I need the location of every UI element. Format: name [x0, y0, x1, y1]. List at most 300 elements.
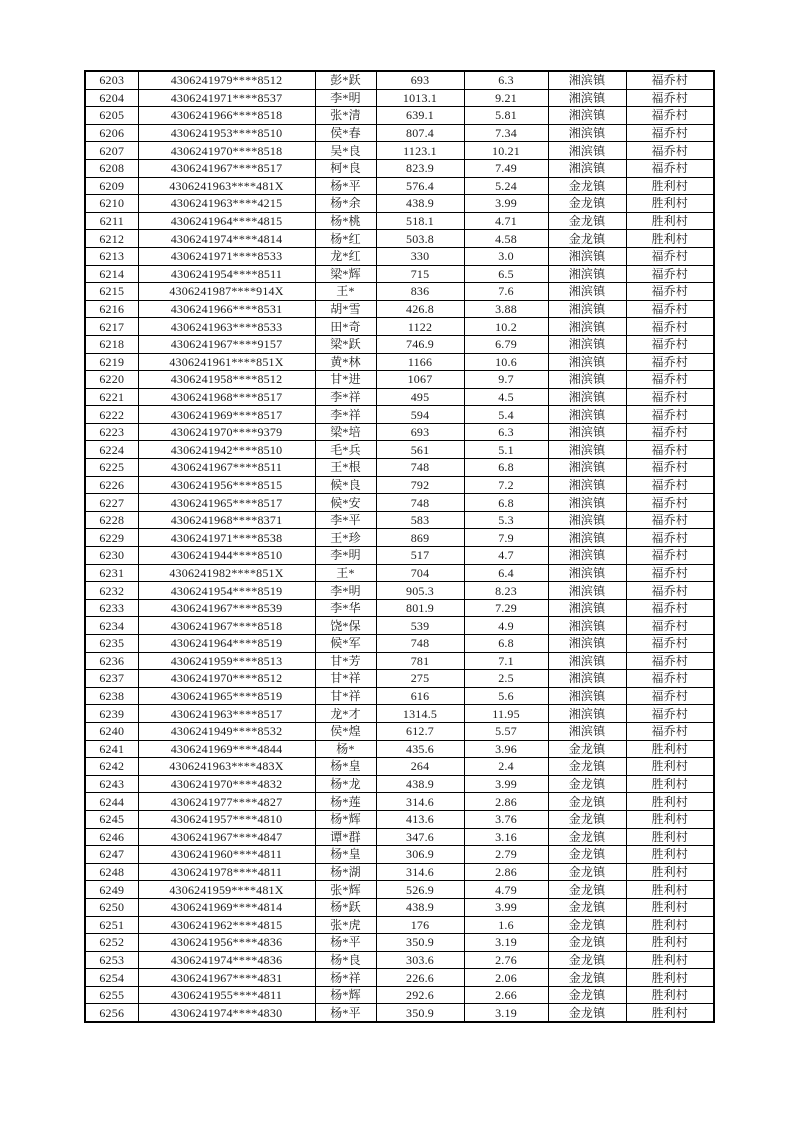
- cell-village: 福乔村: [626, 529, 714, 547]
- cell-town: 湘滨镇: [548, 142, 626, 160]
- cell-amount: 1314.5: [376, 705, 464, 723]
- cell-id_number: 4306241971****8533: [138, 247, 315, 265]
- cell-amount: 905.3: [376, 582, 464, 600]
- cell-name: 吴*良: [315, 142, 376, 160]
- cell-town: 金龙镇: [548, 898, 626, 916]
- cell-id_number: 4306241963****4215: [138, 195, 315, 213]
- cell-name: 甘*祥: [315, 687, 376, 705]
- cell-name: 杨*平: [315, 934, 376, 952]
- cell-name: 王*: [315, 564, 376, 582]
- cell-amount: 435.6: [376, 740, 464, 758]
- cell-village: 福乔村: [626, 247, 714, 265]
- cell-village: 福乔村: [626, 335, 714, 353]
- cell-id_number: 4306241957****4810: [138, 810, 315, 828]
- table-row: [85, 177, 714, 195]
- cell-name: 杨*红: [315, 230, 376, 248]
- table-row: [85, 705, 714, 723]
- table-row: [85, 353, 714, 371]
- cell-id_number: 4306241969****4844: [138, 740, 315, 758]
- cell-area: 5.81: [464, 107, 548, 125]
- cell-village: 胜利村: [626, 863, 714, 881]
- cell-id_number: 4306241970****8512: [138, 670, 315, 688]
- cell-seq: 6238: [85, 687, 138, 705]
- cell-name: 甘*祥: [315, 670, 376, 688]
- cell-id_number: 4306241982****851X: [138, 564, 315, 582]
- cell-area: 3.99: [464, 775, 548, 793]
- table-row: [85, 652, 714, 670]
- cell-seq: 6229: [85, 529, 138, 547]
- cell-id_number: 4306241978****4811: [138, 863, 315, 881]
- cell-seq: 6232: [85, 582, 138, 600]
- cell-seq: 6216: [85, 300, 138, 318]
- cell-amount: 639.1: [376, 107, 464, 125]
- cell-village: 福乔村: [626, 283, 714, 301]
- cell-town: 湘滨镇: [548, 283, 626, 301]
- cell-name: 李*华: [315, 599, 376, 617]
- cell-seq: 6223: [85, 423, 138, 441]
- cell-village: 福乔村: [626, 599, 714, 617]
- cell-name: 杨*皇: [315, 846, 376, 864]
- cell-amount: 576.4: [376, 177, 464, 195]
- cell-id_number: 4306241964****4815: [138, 212, 315, 230]
- cell-town: 湘滨镇: [548, 670, 626, 688]
- table-row: [85, 300, 714, 318]
- table-row: [85, 511, 714, 529]
- cell-name: 田*奇: [315, 318, 376, 336]
- cell-amount: 693: [376, 71, 464, 89]
- cell-amount: 438.9: [376, 898, 464, 916]
- cell-town: 金龙镇: [548, 810, 626, 828]
- table-row: [85, 318, 714, 336]
- cell-town: 湘滨镇: [548, 564, 626, 582]
- cell-amount: 704: [376, 564, 464, 582]
- cell-seq: 6242: [85, 758, 138, 776]
- cell-village: 福乔村: [626, 423, 714, 441]
- cell-seq: 6253: [85, 951, 138, 969]
- table-row: [85, 441, 714, 459]
- cell-amount: 1067: [376, 371, 464, 389]
- cell-seq: 6210: [85, 195, 138, 213]
- table-row: [85, 969, 714, 987]
- cell-town: 湘滨镇: [548, 300, 626, 318]
- cell-amount: 413.6: [376, 810, 464, 828]
- cell-name: 梁*培: [315, 423, 376, 441]
- cell-id_number: 4306241956****8515: [138, 476, 315, 494]
- table-row: [85, 283, 714, 301]
- cell-amount: 495: [376, 388, 464, 406]
- cell-area: 1.6: [464, 916, 548, 934]
- table-row: [85, 758, 714, 776]
- cell-area: 5.3: [464, 511, 548, 529]
- cell-name: 杨*皇: [315, 758, 376, 776]
- cell-id_number: 4306241963****8517: [138, 705, 315, 723]
- cell-amount: 748: [376, 635, 464, 653]
- cell-amount: 539: [376, 617, 464, 635]
- cell-amount: 264: [376, 758, 464, 776]
- cell-name: 梁*辉: [315, 265, 376, 283]
- cell-name: 张*清: [315, 107, 376, 125]
- table-row: [85, 617, 714, 635]
- cell-area: 7.34: [464, 124, 548, 142]
- table-row: [85, 564, 714, 582]
- cell-amount: 526.9: [376, 881, 464, 899]
- cell-seq: 6211: [85, 212, 138, 230]
- cell-area: 10.2: [464, 318, 548, 336]
- cell-village: 福乔村: [626, 71, 714, 89]
- cell-id_number: 4306241958****8512: [138, 371, 315, 389]
- cell-amount: 746.9: [376, 335, 464, 353]
- cell-village: 福乔村: [626, 107, 714, 125]
- cell-seq: 6215: [85, 283, 138, 301]
- cell-town: 金龙镇: [548, 969, 626, 987]
- cell-id_number: 4306241974****4814: [138, 230, 315, 248]
- cell-village: 福乔村: [626, 159, 714, 177]
- table-row: [85, 898, 714, 916]
- cell-village: 福乔村: [626, 89, 714, 107]
- cell-amount: 518.1: [376, 212, 464, 230]
- table-row: [85, 212, 714, 230]
- cell-amount: 561: [376, 441, 464, 459]
- cell-amount: 503.8: [376, 230, 464, 248]
- cell-seq: 6245: [85, 810, 138, 828]
- cell-amount: 583: [376, 511, 464, 529]
- cell-name: 甘*进: [315, 371, 376, 389]
- cell-village: 胜利村: [626, 934, 714, 952]
- cell-seq: 6241: [85, 740, 138, 758]
- cell-id_number: 4306241959****481X: [138, 881, 315, 899]
- cell-amount: 1123.1: [376, 142, 464, 160]
- cell-area: 6.5: [464, 265, 548, 283]
- cell-amount: 823.9: [376, 159, 464, 177]
- cell-town: 金龙镇: [548, 212, 626, 230]
- cell-village: 福乔村: [626, 142, 714, 160]
- cell-id_number: 4306241955****4811: [138, 986, 315, 1004]
- cell-village: 福乔村: [626, 318, 714, 336]
- cell-village: 胜利村: [626, 986, 714, 1004]
- cell-village: 胜利村: [626, 951, 714, 969]
- cell-village: 福乔村: [626, 388, 714, 406]
- cell-name: 杨*龙: [315, 775, 376, 793]
- cell-area: 6.3: [464, 423, 548, 441]
- cell-area: 3.96: [464, 740, 548, 758]
- cell-area: 6.8: [464, 635, 548, 653]
- table-row: [85, 951, 714, 969]
- cell-town: 湘滨镇: [548, 124, 626, 142]
- table-row: [85, 388, 714, 406]
- cell-seq: 6226: [85, 476, 138, 494]
- cell-seq: 6224: [85, 441, 138, 459]
- table-row: [85, 934, 714, 952]
- cell-area: 6.3: [464, 71, 548, 89]
- cell-town: 湘滨镇: [548, 423, 626, 441]
- table-row: [85, 159, 714, 177]
- cell-seq: 6249: [85, 881, 138, 899]
- cell-town: 湘滨镇: [548, 406, 626, 424]
- cell-town: 金龙镇: [548, 1004, 626, 1022]
- cell-town: 金龙镇: [548, 828, 626, 846]
- cell-amount: 438.9: [376, 775, 464, 793]
- cell-town: 湘滨镇: [548, 687, 626, 705]
- cell-seq: 6251: [85, 916, 138, 934]
- cell-village: 福乔村: [626, 476, 714, 494]
- cell-name: 杨*平: [315, 177, 376, 195]
- cell-village: 胜利村: [626, 230, 714, 248]
- cell-id_number: 4306241949****8532: [138, 722, 315, 740]
- cell-seq: 6205: [85, 107, 138, 125]
- cell-id_number: 4306241954****8519: [138, 582, 315, 600]
- table-row: [85, 71, 714, 89]
- cell-amount: 176: [376, 916, 464, 934]
- cell-id_number: 4306241959****8513: [138, 652, 315, 670]
- cell-seq: 6230: [85, 547, 138, 565]
- cell-village: 福乔村: [626, 353, 714, 371]
- cell-seq: 6246: [85, 828, 138, 846]
- cell-village: 福乔村: [626, 371, 714, 389]
- cell-seq: 6247: [85, 846, 138, 864]
- cell-town: 金龙镇: [548, 740, 626, 758]
- table-row: [85, 687, 714, 705]
- cell-seq: 6206: [85, 124, 138, 142]
- cell-town: 湘滨镇: [548, 635, 626, 653]
- table-row: [85, 124, 714, 142]
- table-row: [85, 529, 714, 547]
- cell-area: 3.19: [464, 1004, 548, 1022]
- cell-amount: 1013.1: [376, 89, 464, 107]
- table-row: [85, 599, 714, 617]
- cell-amount: 869: [376, 529, 464, 547]
- cell-name: 杨*辉: [315, 986, 376, 1004]
- cell-seq: 6256: [85, 1004, 138, 1022]
- cell-id_number: 4306241965****8519: [138, 687, 315, 705]
- cell-town: 金龙镇: [548, 986, 626, 1004]
- cell-name: 梁*跃: [315, 335, 376, 353]
- cell-village: 福乔村: [626, 441, 714, 459]
- cell-village: 胜利村: [626, 1004, 714, 1022]
- cell-seq: 6212: [85, 230, 138, 248]
- cell-id_number: 4306241967****4831: [138, 969, 315, 987]
- cell-name: 谭*群: [315, 828, 376, 846]
- cell-area: 4.7: [464, 547, 548, 565]
- cell-village: 福乔村: [626, 722, 714, 740]
- cell-name: 杨*莲: [315, 793, 376, 811]
- cell-seq: 6237: [85, 670, 138, 688]
- table-row: [85, 494, 714, 512]
- cell-seq: 6227: [85, 494, 138, 512]
- cell-town: 湘滨镇: [548, 476, 626, 494]
- cell-id_number: 4306241967****8518: [138, 617, 315, 635]
- table-row: [85, 635, 714, 653]
- cell-area: 2.86: [464, 863, 548, 881]
- table-row: [85, 881, 714, 899]
- cell-town: 金龙镇: [548, 934, 626, 952]
- cell-seq: 6244: [85, 793, 138, 811]
- cell-id_number: 4306241965****8517: [138, 494, 315, 512]
- cell-area: 4.9: [464, 617, 548, 635]
- cell-amount: 303.6: [376, 951, 464, 969]
- cell-area: 5.24: [464, 177, 548, 195]
- table-row: [85, 476, 714, 494]
- cell-town: 湘滨镇: [548, 441, 626, 459]
- roster-table-body: [85, 71, 714, 1022]
- cell-id_number: 4306241970****4832: [138, 775, 315, 793]
- cell-town: 湘滨镇: [548, 617, 626, 635]
- cell-name: 黄*林: [315, 353, 376, 371]
- cell-town: 湘滨镇: [548, 89, 626, 107]
- cell-area: 4.71: [464, 212, 548, 230]
- table-row: [85, 863, 714, 881]
- cell-name: 龙*才: [315, 705, 376, 723]
- cell-village: 福乔村: [626, 582, 714, 600]
- table-row: [85, 740, 714, 758]
- cell-town: 湘滨镇: [548, 722, 626, 740]
- cell-id_number: 4306241966****8531: [138, 300, 315, 318]
- cell-seq: 6222: [85, 406, 138, 424]
- cell-area: 3.88: [464, 300, 548, 318]
- cell-name: 李*平: [315, 511, 376, 529]
- cell-name: 王*: [315, 283, 376, 301]
- cell-seq: 6217: [85, 318, 138, 336]
- cell-village: 胜利村: [626, 810, 714, 828]
- cell-town: 金龙镇: [548, 951, 626, 969]
- table-row: [85, 916, 714, 934]
- cell-id_number: 4306241942****8510: [138, 441, 315, 459]
- cell-village: 福乔村: [626, 406, 714, 424]
- cell-amount: 330: [376, 247, 464, 265]
- table-row: [85, 547, 714, 565]
- cell-village: 胜利村: [626, 740, 714, 758]
- cell-area: 11.95: [464, 705, 548, 723]
- cell-name: 王*根: [315, 459, 376, 477]
- cell-amount: 517: [376, 547, 464, 565]
- cell-id_number: 4306241954****8511: [138, 265, 315, 283]
- cell-village: 胜利村: [626, 969, 714, 987]
- cell-area: 7.9: [464, 529, 548, 547]
- cell-town: 湘滨镇: [548, 511, 626, 529]
- cell-area: 2.76: [464, 951, 548, 969]
- cell-seq: 6214: [85, 265, 138, 283]
- cell-id_number: 4306241953****8510: [138, 124, 315, 142]
- cell-village: 胜利村: [626, 881, 714, 899]
- cell-village: 胜利村: [626, 195, 714, 213]
- cell-id_number: 4306241970****9379: [138, 423, 315, 441]
- cell-area: 3.16: [464, 828, 548, 846]
- cell-id_number: 4306241966****8518: [138, 107, 315, 125]
- cell-village: 福乔村: [626, 459, 714, 477]
- cell-area: 2.4: [464, 758, 548, 776]
- table-row: [85, 371, 714, 389]
- cell-name: 侯*春: [315, 124, 376, 142]
- cell-amount: 616: [376, 687, 464, 705]
- cell-name: 李*祥: [315, 406, 376, 424]
- table-row: [85, 107, 714, 125]
- cell-village: 福乔村: [626, 617, 714, 635]
- cell-seq: 6219: [85, 353, 138, 371]
- cell-amount: 1166: [376, 353, 464, 371]
- cell-seq: 6231: [85, 564, 138, 582]
- cell-amount: 306.9: [376, 846, 464, 864]
- cell-name: 王*珍: [315, 529, 376, 547]
- cell-amount: 292.6: [376, 986, 464, 1004]
- cell-village: 福乔村: [626, 687, 714, 705]
- cell-id_number: 4306241969****4814: [138, 898, 315, 916]
- cell-seq: 6220: [85, 371, 138, 389]
- cell-name: 杨*跃: [315, 898, 376, 916]
- cell-village: 福乔村: [626, 670, 714, 688]
- cell-id_number: 4306241960****4811: [138, 846, 315, 864]
- cell-seq: 6250: [85, 898, 138, 916]
- table-row: [85, 423, 714, 441]
- cell-amount: 350.9: [376, 1004, 464, 1022]
- cell-name: 甘*芳: [315, 652, 376, 670]
- cell-area: 7.29: [464, 599, 548, 617]
- cell-amount: 748: [376, 459, 464, 477]
- cell-id_number: 4306241974****4836: [138, 951, 315, 969]
- cell-seq: 6207: [85, 142, 138, 160]
- cell-town: 湘滨镇: [548, 318, 626, 336]
- cell-seq: 6225: [85, 459, 138, 477]
- cell-id_number: 4306241964****8519: [138, 635, 315, 653]
- cell-id_number: 4306241970****8518: [138, 142, 315, 160]
- cell-town: 金龙镇: [548, 916, 626, 934]
- cell-town: 金龙镇: [548, 775, 626, 793]
- cell-seq: 6255: [85, 986, 138, 1004]
- cell-village: 福乔村: [626, 564, 714, 582]
- cell-name: 李*明: [315, 582, 376, 600]
- cell-area: 4.58: [464, 230, 548, 248]
- cell-town: 金龙镇: [548, 793, 626, 811]
- cell-seq: 6203: [85, 71, 138, 89]
- cell-name: 杨*余: [315, 195, 376, 213]
- cell-name: 杨*桃: [315, 212, 376, 230]
- cell-amount: 792: [376, 476, 464, 494]
- cell-town: 金龙镇: [548, 758, 626, 776]
- table-row: [85, 986, 714, 1004]
- table-row: [85, 582, 714, 600]
- cell-seq: 6240: [85, 722, 138, 740]
- cell-seq: 6235: [85, 635, 138, 653]
- cell-area: 4.79: [464, 881, 548, 899]
- cell-town: 湘滨镇: [548, 705, 626, 723]
- cell-id_number: 4306241967****8539: [138, 599, 315, 617]
- cell-id_number: 4306241979****8512: [138, 71, 315, 89]
- cell-area: 2.5: [464, 670, 548, 688]
- cell-amount: 612.7: [376, 722, 464, 740]
- cell-id_number: 4306241977****4827: [138, 793, 315, 811]
- cell-area: 3.99: [464, 195, 548, 213]
- cell-town: 湘滨镇: [548, 107, 626, 125]
- cell-area: 10.21: [464, 142, 548, 160]
- cell-village: 胜利村: [626, 916, 714, 934]
- cell-area: 3.0: [464, 247, 548, 265]
- cell-area: 6.79: [464, 335, 548, 353]
- cell-id_number: 4306241987****914X: [138, 283, 315, 301]
- cell-area: 3.76: [464, 810, 548, 828]
- table-row: [85, 335, 714, 353]
- cell-town: 金龙镇: [548, 177, 626, 195]
- cell-id_number: 4306241974****4830: [138, 1004, 315, 1022]
- cell-village: 福乔村: [626, 511, 714, 529]
- table-row: [85, 793, 714, 811]
- cell-name: 侯*煌: [315, 722, 376, 740]
- table-row: [85, 406, 714, 424]
- cell-village: 胜利村: [626, 775, 714, 793]
- cell-seq: 6236: [85, 652, 138, 670]
- cell-seq: 6254: [85, 969, 138, 987]
- cell-town: 湘滨镇: [548, 371, 626, 389]
- cell-amount: 314.6: [376, 863, 464, 881]
- cell-id_number: 4306241963****483X: [138, 758, 315, 776]
- cell-area: 3.99: [464, 898, 548, 916]
